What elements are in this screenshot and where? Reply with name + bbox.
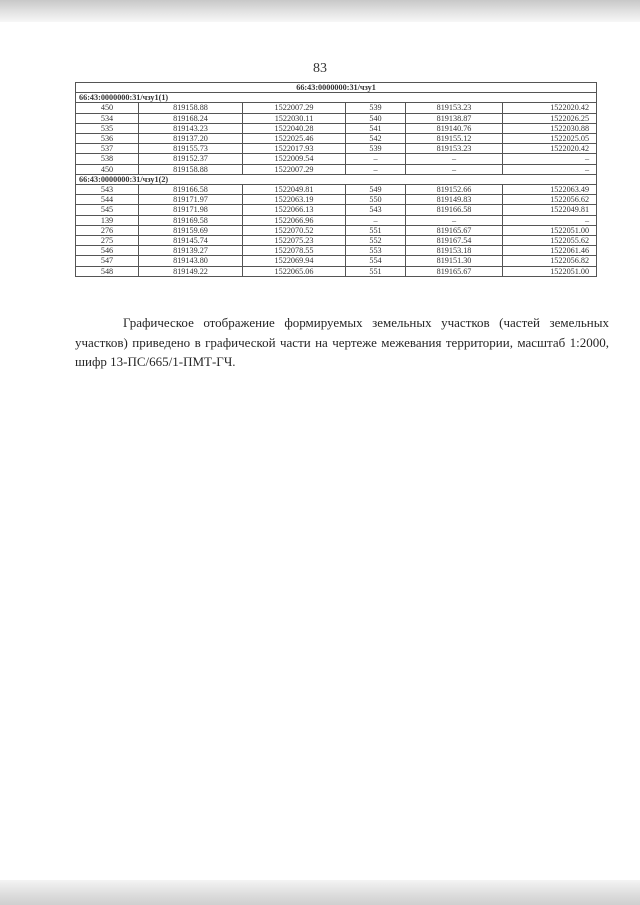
- x-coordinate: 819158.88: [139, 164, 243, 174]
- y-coordinate: 1522078.55: [243, 246, 346, 256]
- y-coordinate-2: 1522056.82: [503, 256, 597, 266]
- point-number-2: 551: [346, 266, 406, 276]
- point-number: 536: [76, 134, 139, 144]
- x-coordinate-2: 819153.18: [406, 246, 503, 256]
- table-row: [76, 185, 597, 195]
- x-coordinate: 819171.97: [139, 195, 243, 205]
- table-row: [76, 205, 597, 215]
- point-number-2: 552: [346, 236, 406, 246]
- point-number-2: 539: [346, 144, 406, 154]
- point-number-2: 553: [346, 246, 406, 256]
- y-coordinate-2: –: [503, 164, 597, 174]
- y-coordinate: 1522065.06: [243, 266, 346, 276]
- y-coordinate-2: 1522061.46: [503, 246, 597, 256]
- point-number: 450: [76, 164, 139, 174]
- x-coordinate-2: 819153.23: [406, 103, 503, 113]
- y-coordinate-2: 1522020.42: [503, 103, 597, 113]
- point-number: 450: [76, 103, 139, 113]
- table-row: [76, 215, 597, 225]
- table-row: [76, 246, 597, 256]
- point-number-2: 554: [346, 256, 406, 266]
- x-coordinate-2: 819165.67: [406, 225, 503, 235]
- y-coordinate: 1522025.46: [243, 134, 346, 144]
- table-row: [76, 113, 597, 123]
- point-number: 538: [76, 154, 139, 164]
- y-coordinate-2: –: [503, 154, 597, 164]
- section-heading: 66:43:0000000:31/чзу1(2): [76, 174, 597, 184]
- scan-edge-top: [0, 0, 640, 22]
- x-coordinate: 819158.88: [139, 103, 243, 113]
- coordinates-table: [75, 82, 597, 277]
- x-coordinate: 819169.58: [139, 215, 243, 225]
- y-coordinate-2: 1522055.62: [503, 236, 597, 246]
- x-coordinate-2: 819149.83: [406, 195, 503, 205]
- point-number: 548: [76, 266, 139, 276]
- x-coordinate: 819171.98: [139, 205, 243, 215]
- table-row: [76, 256, 597, 266]
- y-coordinate-2: 1522051.00: [503, 266, 597, 276]
- y-coordinate: 1522069.94: [243, 256, 346, 266]
- y-coordinate: 1522007.29: [243, 164, 346, 174]
- table-row: [76, 236, 597, 246]
- y-coordinate: 1522066.96: [243, 215, 346, 225]
- caption-paragraph: Графическое отображение формируемых земельных участков (частей земельных участков) приведено в графической части на чертеже межевания территории, масштаб 1:2000, шифр 13-ПС/665/1-ПМТ-ГЧ.: [75, 315, 609, 369]
- table-title: 66:43:0000000:31/чзу1: [76, 83, 597, 93]
- point-number-2: 541: [346, 123, 406, 133]
- x-coordinate-2: 819155.12: [406, 134, 503, 144]
- y-coordinate-2: 1522056.62: [503, 195, 597, 205]
- point-number-2: 542: [346, 134, 406, 144]
- table-title-row: [76, 83, 597, 93]
- point-number-2: 540: [346, 113, 406, 123]
- table-row: [76, 225, 597, 235]
- x-coordinate-2: –: [406, 164, 503, 174]
- table-row: [76, 144, 597, 154]
- y-coordinate: 1522070.52: [243, 225, 346, 235]
- y-coordinate-2: 1522051.00: [503, 225, 597, 235]
- y-coordinate: 1522017.93: [243, 144, 346, 154]
- point-number: 546: [76, 246, 139, 256]
- x-coordinate-2: 819140.76: [406, 123, 503, 133]
- x-coordinate-2: –: [406, 154, 503, 164]
- x-coordinate: 819149.22: [139, 266, 243, 276]
- point-number: 547: [76, 256, 139, 266]
- x-coordinate: 819143.80: [139, 256, 243, 266]
- point-number: 139: [76, 215, 139, 225]
- point-number-2: 543: [346, 205, 406, 215]
- point-number-2: 551: [346, 225, 406, 235]
- point-number-2: –: [346, 215, 406, 225]
- table-row: [76, 123, 597, 133]
- x-coordinate: 819137.20: [139, 134, 243, 144]
- y-coordinate-2: 1522030.88: [503, 123, 597, 133]
- x-coordinate: 819159.69: [139, 225, 243, 235]
- y-coordinate-2: 1522049.81: [503, 205, 597, 215]
- point-number-2: 539: [346, 103, 406, 113]
- x-coordinate-2: 819166.58: [406, 205, 503, 215]
- point-number: 276: [76, 225, 139, 235]
- y-coordinate: 1522075.23: [243, 236, 346, 246]
- x-coordinate: 819166.58: [139, 185, 243, 195]
- y-coordinate: 1522040.28: [243, 123, 346, 133]
- point-number-2: 550: [346, 195, 406, 205]
- x-coordinate: 819145.74: [139, 236, 243, 246]
- x-coordinate: 819139.27: [139, 246, 243, 256]
- x-coordinate: 819143.23: [139, 123, 243, 133]
- point-number: 275: [76, 236, 139, 246]
- point-number-2: –: [346, 164, 406, 174]
- point-number-2: –: [346, 154, 406, 164]
- point-number-2: 549: [346, 185, 406, 195]
- section-heading-row: [76, 93, 597, 103]
- y-coordinate-2: 1522063.49: [503, 185, 597, 195]
- y-coordinate: 1522063.19: [243, 195, 346, 205]
- section-heading: 66:43:0000000:31/чзу1(1): [76, 93, 597, 103]
- x-coordinate: 819168.24: [139, 113, 243, 123]
- y-coordinate-2: –: [503, 215, 597, 225]
- y-coordinate-2: 1522025.05: [503, 134, 597, 144]
- y-coordinate: 1522007.29: [243, 103, 346, 113]
- y-coordinate-2: 1522026.25: [503, 113, 597, 123]
- scan-edge-bottom: [0, 880, 640, 905]
- x-coordinate-2: 819138.87: [406, 113, 503, 123]
- point-number: 543: [76, 185, 139, 195]
- x-coordinate-2: 819151.30: [406, 256, 503, 266]
- x-coordinate: 819152.37: [139, 154, 243, 164]
- section-heading-row: [76, 174, 597, 184]
- point-number: 534: [76, 113, 139, 123]
- point-number: 545: [76, 205, 139, 215]
- page-number: 83: [313, 61, 327, 76]
- x-coordinate-2: 819152.66: [406, 185, 503, 195]
- table-row: [76, 154, 597, 164]
- table-row: [76, 164, 597, 174]
- x-coordinate-2: –: [406, 215, 503, 225]
- x-coordinate-2: 819153.23: [406, 144, 503, 154]
- table-row: [76, 266, 597, 276]
- y-coordinate: 1522030.11: [243, 113, 346, 123]
- y-coordinate: 1522049.81: [243, 185, 346, 195]
- point-number: 535: [76, 123, 139, 133]
- table-row: [76, 195, 597, 205]
- y-coordinate: 1522066.13: [243, 205, 346, 215]
- y-coordinate-2: 1522020.42: [503, 144, 597, 154]
- table-row: [76, 103, 597, 113]
- point-number: 537: [76, 144, 139, 154]
- x-coordinate: 819155.73: [139, 144, 243, 154]
- y-coordinate: 1522009.54: [243, 154, 346, 164]
- x-coordinate-2: 819165.67: [406, 266, 503, 276]
- point-number: 544: [76, 195, 139, 205]
- table-row: [76, 134, 597, 144]
- x-coordinate-2: 819167.54: [406, 236, 503, 246]
